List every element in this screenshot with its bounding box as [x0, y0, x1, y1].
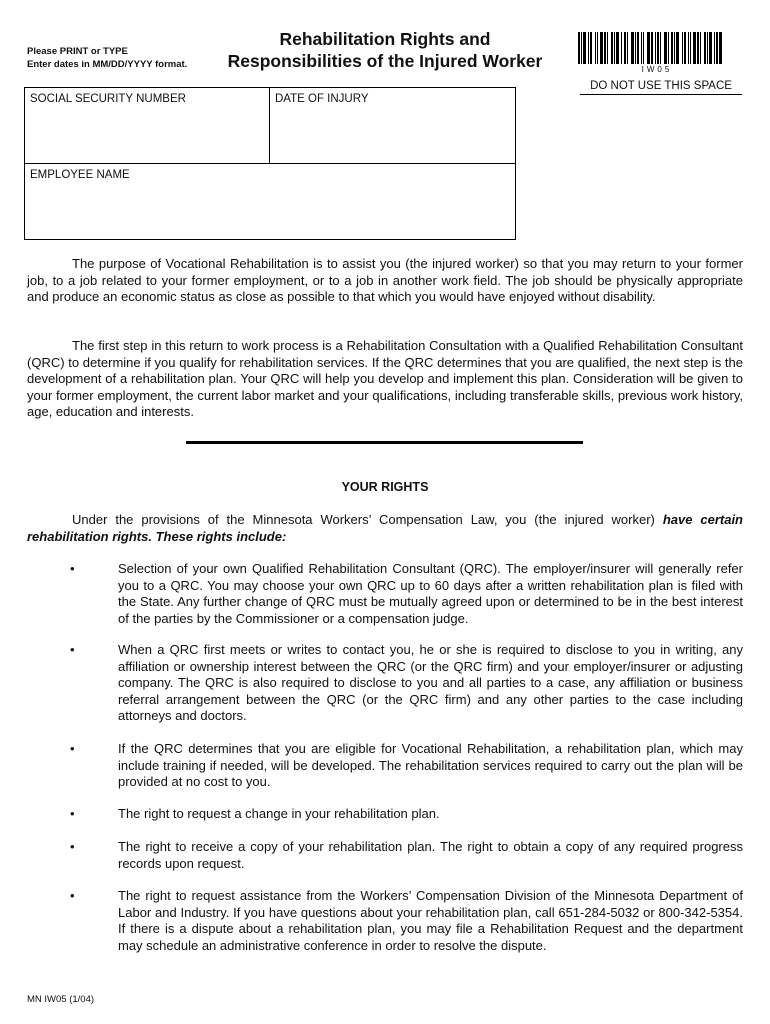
rights-lead-paragraph [27, 512, 743, 545]
intro-paragraph-1: The purpose of Vocational Rehabilitation is to assist you (the injured worker) so that you may return to your former job, to a job related to your former employment, or to a job in another work field. The job should be physically appropriate and produce an economic status as close as possible to that which you would have enjoyed without disability. [27, 256, 743, 305]
barcode-text: IW05 [641, 65, 673, 74]
bullet-symbol: • [70, 642, 75, 657]
bullet-symbol: • [70, 561, 75, 576]
right-item-qrc-selection: Selection of your own Qualified Rehabilitation Consultant (QRC). The employer/insurer will generally refer you to a QRC. You may choose your own QRC up to 60 days after a written rehabilitation plan is filed with the State. Any further change of QRC must be mutually agreed upon or determined to be in the best interest of the parties by the Commissioner or a compensation judge. [118, 561, 743, 626]
bullet-symbol: • [70, 839, 75, 854]
worker-info-form [24, 87, 516, 240]
barcode [578, 32, 736, 64]
right-item-qrc-disclosure: When a QRC first meets or writes to contact you, he or she is required to disclose to you in writing, any affiliation or ownership interest between the QRC (or the QRC firm) and your employer/insurer or adjusting company. The QRC is also required to disclose to you and all parties to a case, any affiliation or business referral arrangement between the QRC (or the QRC firm) and any other parties to the case including attorneys and doctors. [118, 642, 743, 724]
title-line-2: Responsibilities of the Injured Worker [227, 51, 543, 71]
rights-heading: YOUR RIGHTS [341, 480, 429, 494]
bullet-symbol: • [70, 741, 75, 756]
page-title [205, 28, 565, 72]
date-of-injury-field[interactable] [270, 88, 515, 163]
right-item-division-assistance: The right to request assistance from the Workers’ Compensation Division of the Minnesota Department of Labor and Industry. If you have questions about your rehabilitation plan, call 651-284-5032 or 800-342-5354. If there is a dispute about a rehabilitation plan, you may file a Rehabilitation Request and the department may schedule an administrative conference in order to resolve the dispute. [118, 888, 743, 953]
section-divider [186, 441, 583, 444]
intro-paragraph-2: The first step in this return to work process is a Rehabilitation Consultation with a Qualified Rehabilitation Consultant (QRC) to determine if you qualify for rehabilitation services. If the QRC determines that you are qualified, the next step is the development of a rehabilitation plan. Your QRC will help you develop and implement this plan. Consideration will be given to your former employment, the current labor market and your qualifications, including transferable skills, previous work history, age, education and interests. [27, 338, 743, 420]
right-item-plan-copy: The right to receive a copy of your rehabilitation plan. The right to obtain a copy of any required progress records upon request. [118, 839, 743, 871]
form-instructions [27, 45, 187, 71]
title-line-1: Rehabilitation Rights and [279, 29, 491, 49]
instruction-print: Please PRINT or TYPE [27, 46, 128, 57]
form-code: MN IW05 (1/04) [27, 994, 95, 1005]
instruction-date-format: Enter dates in MM/DD/YYYY format. [27, 59, 188, 70]
rights-lead-emphasis: have certain rehabilitation rights. These rights include: [27, 512, 744, 544]
bullet-symbol: • [70, 888, 75, 903]
right-item-rehab-plan: If the QRC determines that you are eligible for Vocational Rehabilitation, a rehabilitation plan, which may include training if needed, will be developed. The rehabilitation services required to carry out the plan will be provided at no cost to you. [118, 741, 743, 790]
employee-name-field[interactable] [25, 164, 515, 239]
employee-name-label: EMPLOYEE NAME [30, 169, 130, 181]
right-item-plan-change: The right to request a change in your rehabilitation plan. [118, 806, 440, 821]
date-of-injury-label: DATE OF INJURY [275, 93, 369, 105]
ssn-label: SOCIAL SECURITY NUMBER [30, 93, 186, 105]
rights-lead-text: Under the provisions of the Minnesota Workers’ Compensation Law, you (the injured worker) [72, 512, 663, 527]
ssn-field[interactable] [25, 88, 270, 163]
office-use-notice: DO NOT USE THIS SPACE [580, 80, 742, 95]
bullet-symbol: • [70, 806, 75, 821]
